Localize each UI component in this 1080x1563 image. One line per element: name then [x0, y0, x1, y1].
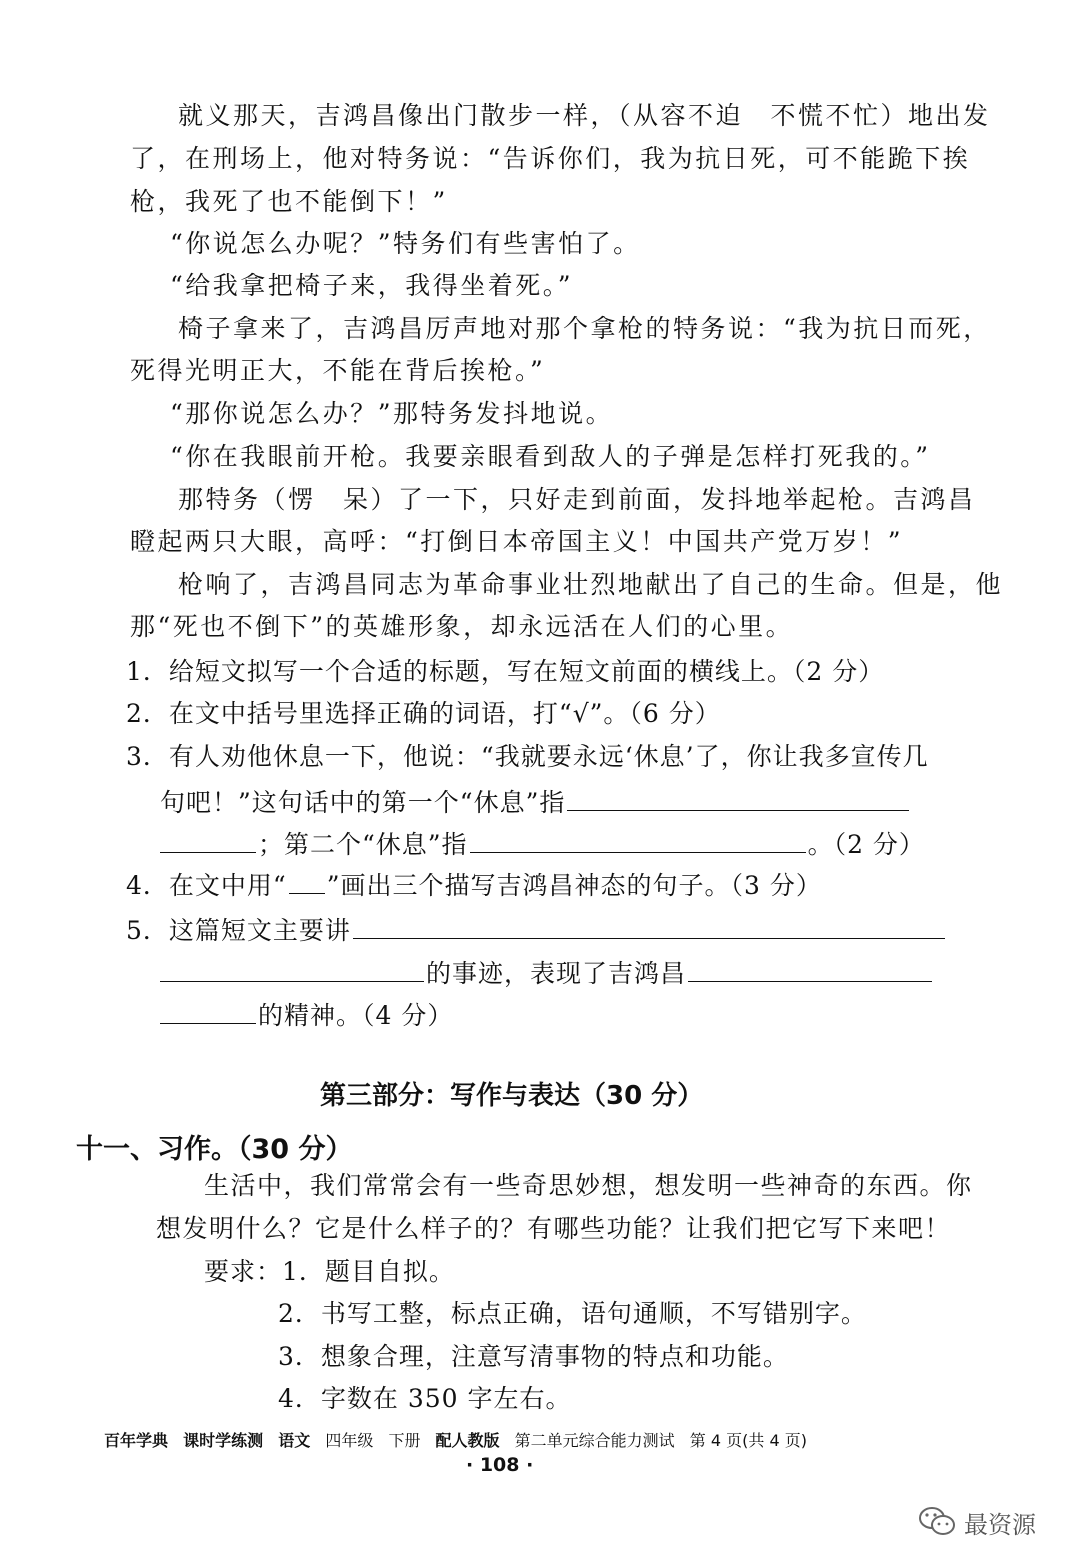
passage-line: 了，在刑场上，他对特务说：“告诉你们，我为抗日死，可不能跪下挨: [130, 144, 971, 173]
passage-line: “你在我眼前开枪。我要亲眼看到敌人的子弹是怎样打死我的。”: [170, 442, 931, 471]
page-footer: [104, 1430, 817, 1452]
passage-line: “给我拿把椅子来，我得坐着死。”: [170, 271, 574, 300]
footer-series: 课时学练测: [183, 1431, 264, 1450]
requirement-2: 2．书写工整，标点正确，语句通顺，不写错别字。: [278, 1299, 867, 1328]
question-4-text: 4．在文中用“: [126, 871, 287, 900]
answer-blank[interactable]: [160, 955, 424, 982]
passage-line: 那特务（愣 呆）了一下，只好走到前面，发抖地举起枪。吉鸿昌: [178, 485, 976, 514]
question-3-text: ；第二个“休息”指: [258, 830, 468, 859]
passage-line: 瞪起两只大眼，高呼：“打倒日本帝国主义！中国共产党万岁！”: [130, 527, 904, 556]
wechat-icon: [918, 1505, 956, 1539]
answer-blank[interactable]: [470, 826, 806, 853]
footer-volume: 下册: [388, 1431, 421, 1450]
underline-sample: [289, 869, 325, 894]
question-4: [126, 869, 822, 902]
question-4-text: ”画出三个描写吉鸿昌神态的句子。（3 分）: [326, 871, 822, 900]
question-5-text: 的精神。（4 分）: [258, 1001, 454, 1030]
footer-test-name: 第二单元综合能力测试: [514, 1431, 675, 1450]
question-3-line2: [160, 784, 911, 819]
passage-line: 死得光明正大，不能在背后挨枪。”: [130, 356, 546, 385]
question-3-text: 句吧！”这句话中的第一个“休息”指: [160, 788, 566, 817]
question-5-text: 的事迹，表现了吉鸿昌: [426, 959, 687, 988]
question-5-line1: [126, 912, 947, 947]
passage-line: 椅子拿来了，吉鸿昌厉声地对那个拿枪的特务说：“我为抗日而死，: [178, 314, 991, 343]
watermark: [918, 1500, 1036, 1544]
passage-line: 枪响了，吉鸿昌同志为革命事业壮烈地献出了自己的生命。但是，他: [178, 570, 1004, 599]
question-3-line1: 3．有人劝他休息一下，他说：“我就要永远‘休息’了，你让我多宣传几: [126, 742, 929, 771]
answer-blank[interactable]: [160, 997, 256, 1024]
prompt-line: 想发明什么？它是什么样子的？有哪些功能？让我们把它写下来吧！: [156, 1214, 952, 1243]
page-number: · 108 ·: [466, 1454, 534, 1476]
answer-blank[interactable]: [353, 912, 945, 939]
question-5-line3: [160, 997, 453, 1032]
requirements-label: 要求：: [204, 1257, 283, 1286]
question-1: 1．给短文拟写一个合适的标题，写在短文前面的横线上。（2 分）: [126, 657, 885, 686]
footer-edition: 配人教版: [435, 1431, 500, 1450]
requirement-3: 3．想象合理，注意写清事物的特点和功能。: [278, 1342, 789, 1371]
requirements-label-row: [204, 1256, 455, 1288]
passage-line: “你说怎么办呢？”特务们有些害怕了。: [170, 229, 641, 258]
passage-line: “那你说怎么办？”那特务发抖地说。: [170, 399, 614, 428]
section-title: 第三部分：写作与表达（30 分）: [320, 1081, 704, 1111]
footer-grade: 四年级: [325, 1431, 374, 1450]
passage-line: 枪，我死了也不能倒下！”: [130, 187, 448, 216]
answer-blank[interactable]: [567, 784, 909, 811]
question-3-line3: [160, 826, 925, 861]
footer-subject: 语文: [278, 1431, 311, 1450]
question-5-line2: [160, 955, 934, 990]
requirement-4: 4．字数在 350 字左右。: [278, 1384, 572, 1413]
answer-blank[interactable]: [688, 955, 932, 982]
footer-page-info: 第 4 页(共 4 页): [689, 1431, 807, 1450]
footer-brand: 百年学典: [104, 1431, 169, 1450]
passage-line: 就义那天，吉鸿昌像出门散步一样，（从容不迫 不慌不忙）地出发: [178, 101, 991, 130]
prompt-line: 生活中，我们常常会有一些奇思妙想，想发明一些神奇的东西。你: [204, 1171, 973, 1200]
question-5-text: 5．这篇短文主要讲: [126, 916, 351, 945]
watermark-text: 最资源: [964, 1510, 1036, 1539]
composition-heading: 十一、习作。（30 分）: [76, 1134, 353, 1165]
question-3-text: 。（2 分）: [807, 830, 925, 859]
answer-blank[interactable]: [160, 826, 256, 853]
requirement-1: 1．题目自拟。: [282, 1257, 455, 1286]
question-2: 2．在文中括号里选择正确的词语，打“√”。（6 分）: [126, 699, 721, 728]
passage-line: 那“死也不倒下”的英雄形象，却永远活在人们的心里。: [130, 612, 794, 641]
